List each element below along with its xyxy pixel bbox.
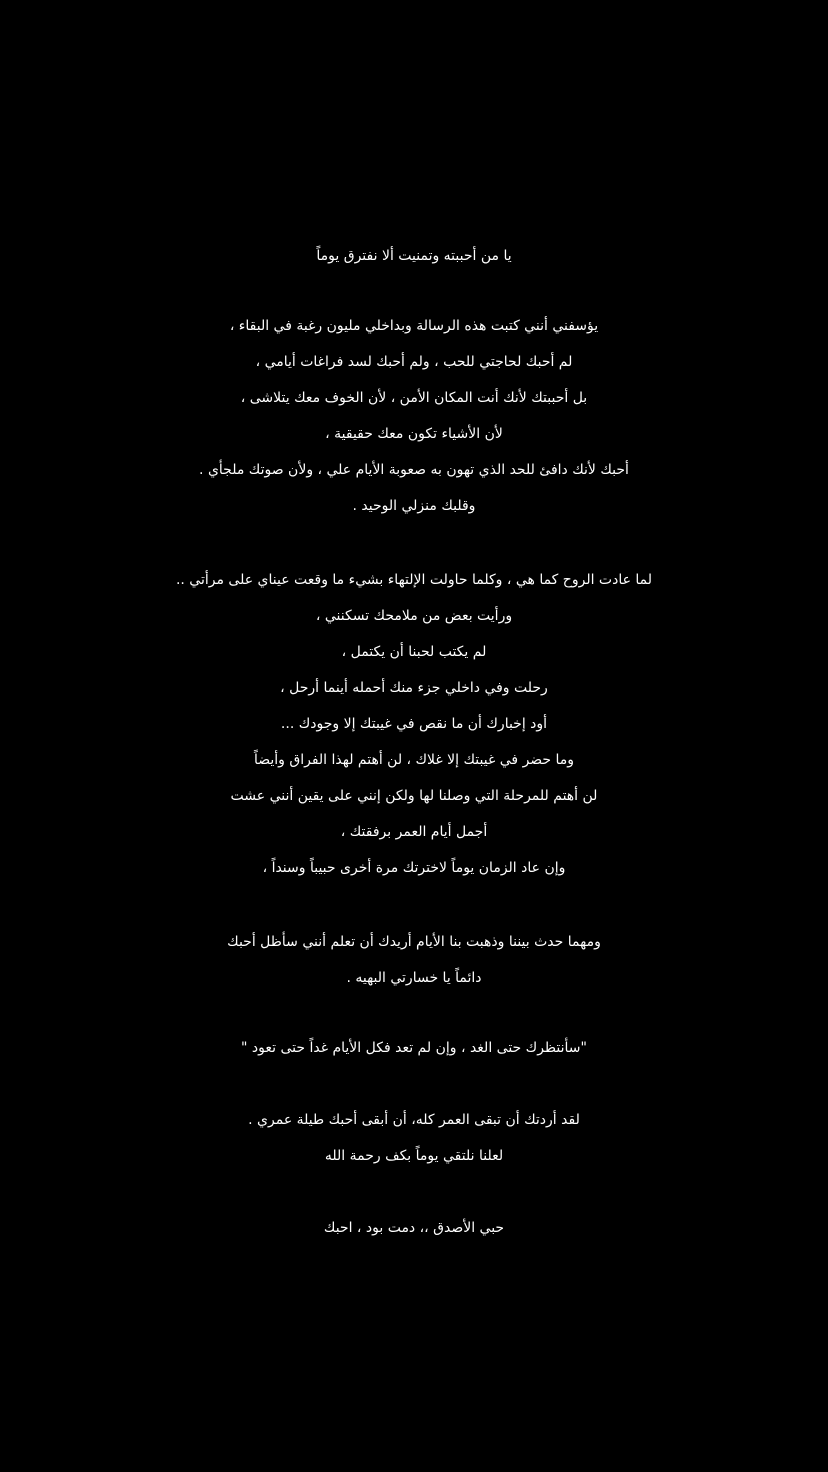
signature-line: حبي الأصدق ،، دمت بود ، احبك <box>323 1220 505 1236</box>
paragraph2-line-1: لما عادت الروح كما هي ، وكلما حاولت الإلتهاء بشيء ما وقعت عيناي على مرأتي .. <box>175 572 653 588</box>
paragraph4-line-1: لقد أردتك أن تبقى العمر كله، أن أبقى أحبك طيلة عمري . <box>248 1112 580 1128</box>
paragraph1-line-1: يؤسفني أنني كتبت هذه الرسالة وبداخلي مليون رغبة في البقاء ، <box>229 318 599 334</box>
paragraph1-line-5: أحبك لأنك دافئ للحد الذي تهون به صعوبة الأيام علي ، ولأن صوتك ملجأي . <box>199 462 629 478</box>
paragraph3-line-2: دائماً يا خسارتي البهيه . <box>346 970 482 986</box>
paragraph1-line-4: لأن الأشياء تكون معك حقيقية ، <box>325 426 503 442</box>
greeting-line: يا من أحببته وتمنيت ألا نفترق يوماً <box>316 248 512 264</box>
paragraph2-line-8: أجمل أيام العمر برفقتك ، <box>340 824 488 840</box>
paragraph2-line-2: ورأيت بعض من ملامحك تسكنني ، <box>315 608 513 624</box>
paragraph1-line-2: لم أحبك لحاجتي للحب ، ولم أحبك لسد فراغات أيامي ، <box>255 354 573 370</box>
paragraph2-line-3: لم يكتب لحبنا أن يكتمل ، <box>341 644 487 660</box>
paragraph2-line-6: وما حضر في غيبتك إلا غلاك ، لن أهتم لهذا الفراق وأيضاً <box>253 752 575 768</box>
paragraph2-line-4: رحلت وفي داخلي جزء منك أحمله أينما أرحل ، <box>280 680 548 696</box>
paragraph2-line-7: لن أهتم للمرحلة التي وصلنا لها ولكن إنني على يقين أنني عشت <box>230 788 598 804</box>
paragraph2-line-9: وإن عاد الزمان يوماً لاخترتك مرة أخرى حبيباً وسنداً ، <box>262 860 566 876</box>
paragraph1-line-3: بل أحببتك لأنك أنت المكان الأمن ، لأن الخوف معك يتلاشى ، <box>240 390 588 406</box>
paragraph1-line-6: وقلبك منزلي الوحيد . <box>352 498 476 514</box>
paragraph4-line-2: لعلنا نلتقي يوماً بكف رحمة الله <box>324 1148 504 1164</box>
paragraph3-line-1: ومهما حدث بيننا وذهبت بنا الأيام أريدك أن تعلم أنني سأظل أحبك <box>227 934 601 950</box>
quote-line: "سأنتظرك حتى الغد ، وإن لم تعد فكل الأيام غداً حتى تعود " <box>241 1040 587 1056</box>
paragraph2-line-5: أود إخبارك أن ما نقص في غيبتك إلا وجودك ... <box>280 716 548 732</box>
